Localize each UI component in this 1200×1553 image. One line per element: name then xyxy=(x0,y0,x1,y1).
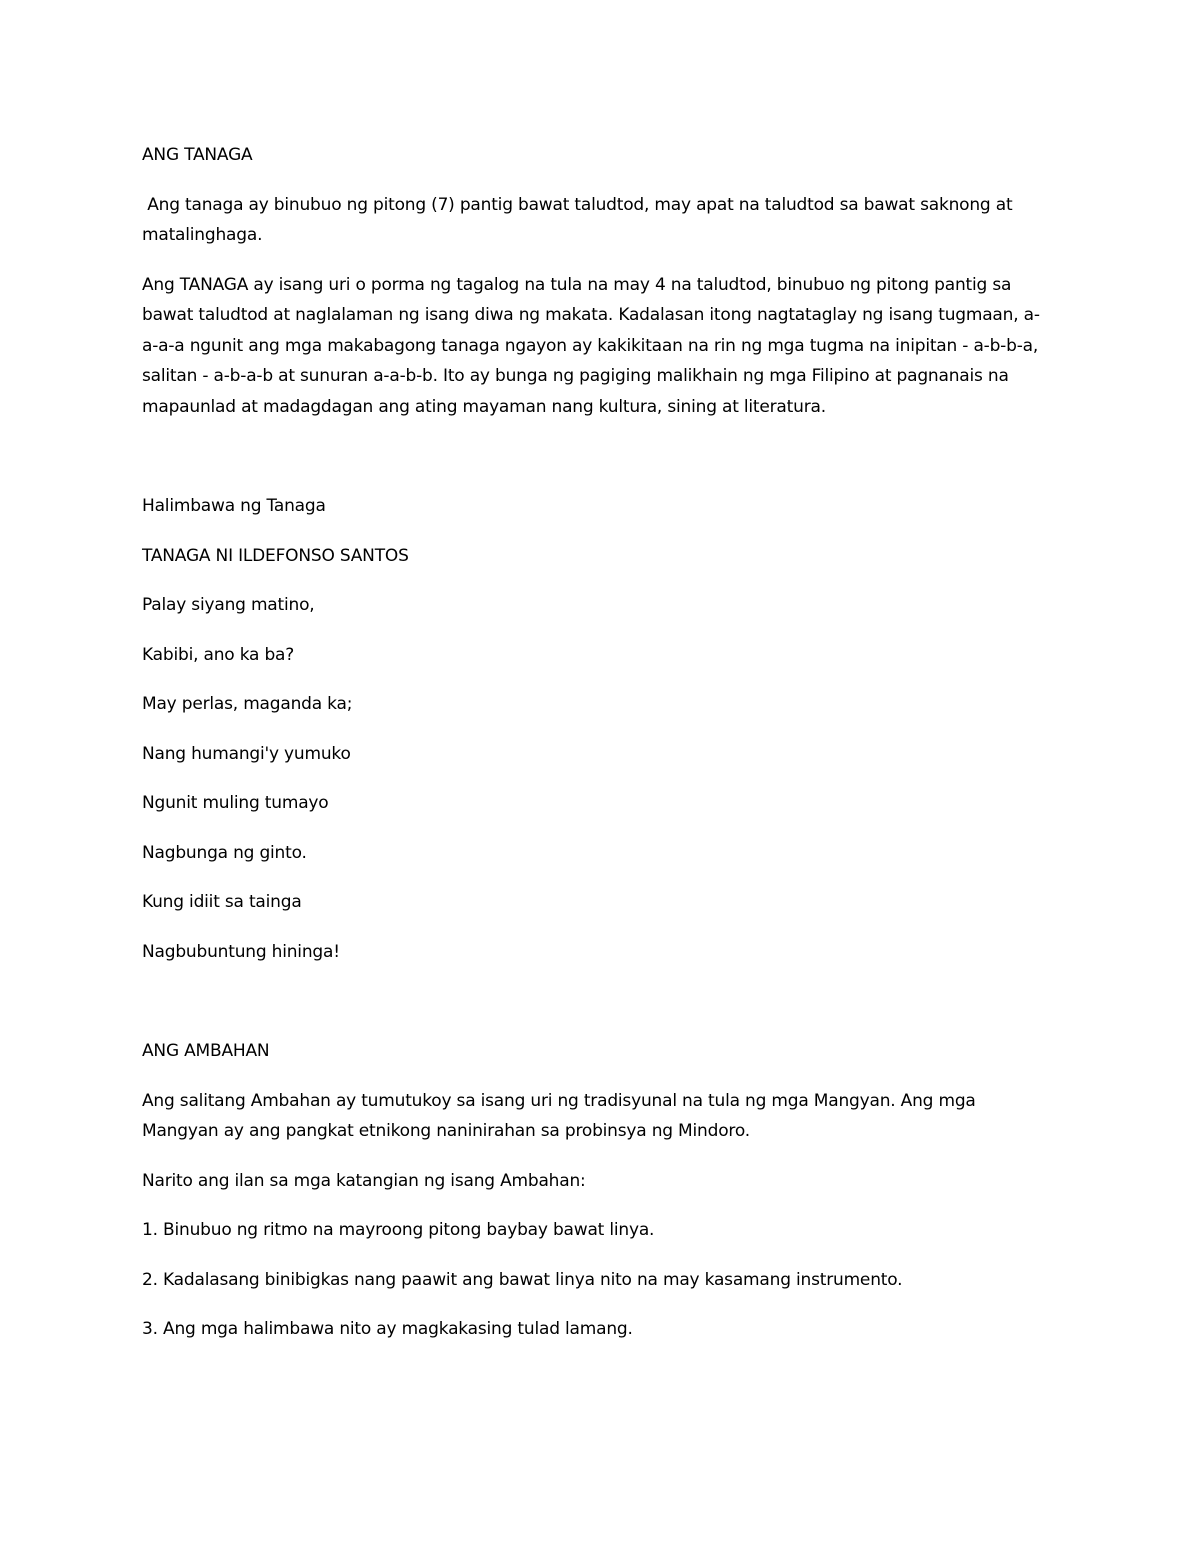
ambahan-list-item: 3. Ang mga halimbawa nito ay magkakasing tulad lamang. xyxy=(142,1319,633,1339)
poem-line: Palay siyang matino, xyxy=(142,595,315,615)
ambahan-paragraph-1: Ang salitang Ambahan ay tumutukoy sa isang uri ng tradisyunal na tula ng mga Mangyan. Ang mga Mangyan ay ang pangkat etnikong naninirahan sa probinsya ng Mindoro. xyxy=(142,1090,976,1141)
tanaga-paragraph-1: Ang tanaga ay binubuo ng pitong (7) pantig bawat taludtod, may apat na taludtod sa bawat saknong at matalinghaga. xyxy=(142,194,1018,245)
poem-line: Kabibi, ano ka ba? xyxy=(142,644,295,665)
tanaga-paragraph-2: Ang TANAGA ay isang uri o porma ng tagalog na tula na may 4 na taludtod, binubuo ng pitong pantig sa bawat taludtod at naglalaman ng isang diwa ng makata. Kadalasan itong nagtataglay ng isang tugmaan, a-a-a-a ngunit ang mga makabagong tanaga ngayon ay kakikitaan na rin ng mga tugma na inipitan - a-b-b-a, salitan - a-b-a-b at sunuran a-a-b-b. Ito ay bunga ng pagiging malikhain ng mga Filipino at pagnanais na mapaunlad at madagdagan ang ating mayaman nang kultura, sining at literatura. xyxy=(142,274,1040,417)
tanaga-example-heading: Halimbawa ng Tanaga xyxy=(142,496,326,516)
poem-title: TANAGA NI ILDEFONSO SANTOS xyxy=(142,545,409,566)
poem-line: Nagbunga ng ginto. xyxy=(142,842,307,863)
spacer xyxy=(142,441,1054,491)
poem-line: May perlas, maganda ka; xyxy=(142,694,353,714)
tanaga-heading: ANG TANAGA xyxy=(142,145,253,165)
poem-line: Kung idiit sa tainga xyxy=(142,892,302,912)
spacer xyxy=(142,986,1054,1036)
poem-line: Nang humangi'y yumuko xyxy=(142,743,351,764)
poem-line: Nagbubuntung hininga! xyxy=(142,941,340,962)
ambahan-list-item: 1. Binubuo ng ritmo na mayroong pitong baybay bawat linya. xyxy=(142,1220,655,1240)
ambahan-list-item: 2. Kadalasang binibigkas nang paawit ang bawat linya nito na may kasamang instrumento. xyxy=(142,1269,903,1290)
document-content xyxy=(142,140,1054,1364)
poem-line: Ngunit muling tumayo xyxy=(142,793,329,813)
ambahan-heading: ANG AMBAHAN xyxy=(142,1041,270,1061)
ambahan-intro: Narito ang ilan sa mga katangian ng isang Ambahan: xyxy=(142,1170,586,1191)
